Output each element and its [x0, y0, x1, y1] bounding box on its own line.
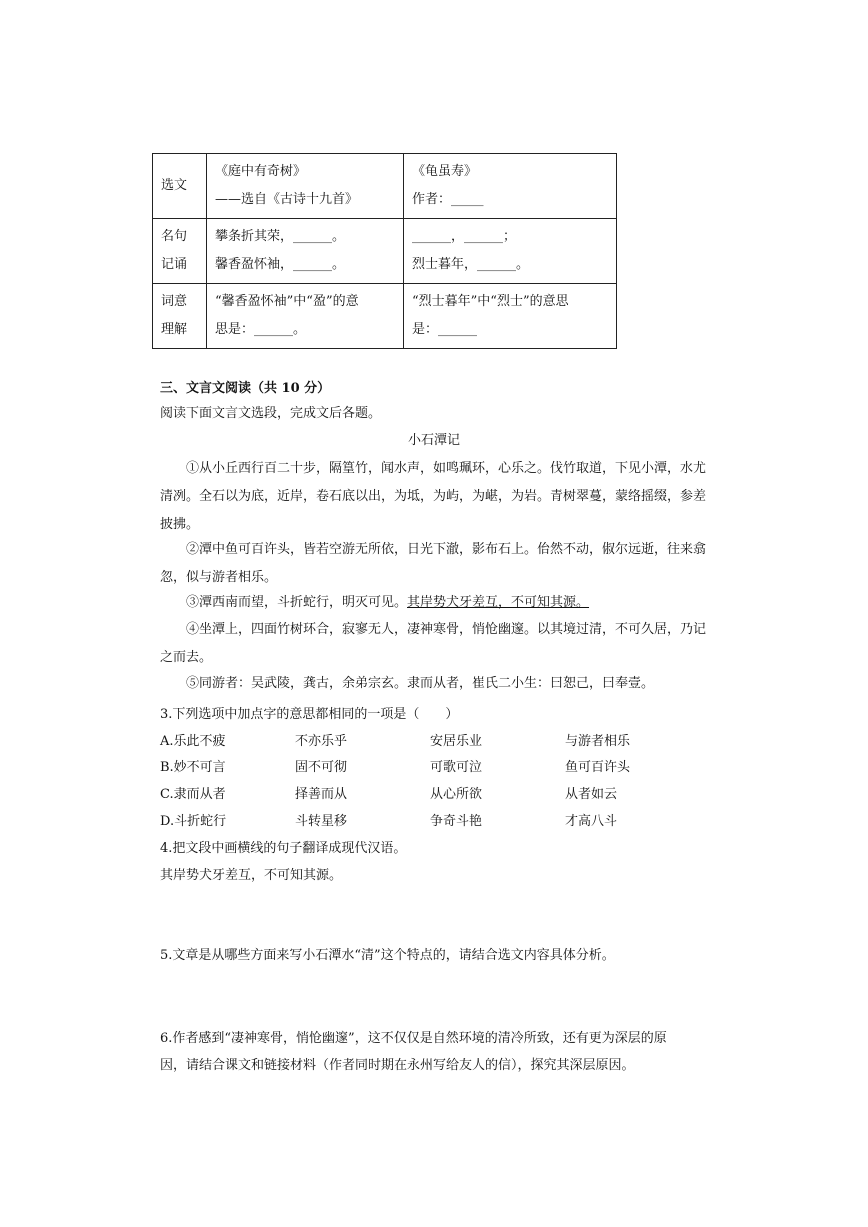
cell-text: 思是：______。 [215, 322, 307, 337]
table-row [153, 284, 617, 349]
cell-text: 是：______ [412, 322, 478, 337]
option-row-c[interactable]: C.隶而从者 择善而从 从心所欲 从者如云 [160, 787, 618, 802]
cell-text: 《庭中有奇树》 [215, 164, 307, 179]
question-5: 5.文章是从哪些方面来写小石潭水“清”这个特点的，请结合选文内容具体分析。 [160, 948, 615, 963]
table-cell [207, 219, 404, 284]
comparison-table [152, 153, 617, 349]
cell-text: 作者：_____ [412, 192, 484, 207]
underlined-sentence: 其岸势犬牙差互，不可知其源。 [407, 595, 590, 610]
table-cell [207, 284, 404, 349]
table-cell [207, 154, 404, 219]
instructions: 阅读下面文言文选段，完成文后各题。 [160, 406, 382, 421]
paragraph-3: ③潭西南而望，斗折蛇行，明灭可见。其岸势犬牙差互，不可知其源。 [186, 595, 590, 610]
table-cell [404, 219, 617, 284]
cell-text: 馨香盈怀袖，______。 [215, 257, 346, 272]
table-row [153, 219, 617, 284]
paragraph-4: ④坐潭上，四面竹树环合，寂寥无人，凄神寒骨，悄怆幽邃。以其境过清，不可久居，乃记之而去。 [160, 622, 707, 665]
section-heading: 三、文言文阅读（共 10 分） [160, 381, 331, 396]
cell-text: 烈士暮年，______。 [412, 257, 530, 272]
option-row-d[interactable]: D.斗折蛇行 斗转星移 争奇斗艳 才高八斗 [160, 814, 618, 829]
question-4: 4.把文段中画横线的句子翻译成现代汉语。 [160, 841, 407, 856]
option-row-a[interactable]: A.乐此不疲 不亦乐乎 安居乐业 与游者相乐 [160, 734, 631, 749]
cell-text: ——选自《古诗十九首》 [215, 192, 359, 207]
question-4-sentence: 其岸势犬牙差互，不可知其源。 [160, 868, 343, 883]
question-3: 3.下列选项中加点字的意思都相同的一项是（ ） [160, 707, 459, 722]
option-row-b[interactable]: B.妙不可言 固不可彻 可歌可泣 鱼可百许头 [160, 760, 631, 775]
row-header: 词意 理解 [153, 284, 207, 349]
cell-text: “馨香盈怀袖”中“盈”的意 [215, 294, 359, 309]
paragraph-5: ⑤同游者：吴武陵，龚古，余弟宗玄。隶而从者，崔氏二小生：曰恕己，曰奉壹。 [186, 676, 655, 691]
cell-text: 《龟虽寿》 [412, 164, 478, 179]
cell-text: ______，______； [412, 229, 517, 244]
paragraph-2: ②潭中鱼可百许头，皆若空游无所依，日光下澈，影布石上。佁然不动，俶尔远逝，往来翕忽，似与游者相乐。 [160, 542, 707, 585]
question-6-line-2: 因，请结合课文和链接材料（作者同时期在永州写给友人的信），探究其深层原因。 [160, 1058, 635, 1073]
table-cell [404, 284, 617, 349]
cell-text: “烈士暮年”中“烈士”的意思 [412, 294, 569, 309]
question-6-line-1: 6.作者感到“凄神寒骨，悄怆幽邃”，这不仅仅是自然环境的清冷所致，还有更为深层的原 [160, 1031, 667, 1046]
table-row [153, 154, 617, 219]
row-header: 名句 记诵 [153, 219, 207, 284]
paragraph-1: ①从小丘西行百二十步，隔篁竹，闻水声，如鸣珮环，心乐之。伐竹取道，下见小潭，水尤清冽。全石以为底，近岸，卷石底以出，为坻，为屿，为嵁，为岩。青树翠蔓，蒙络摇缀，参差披拂。 [160, 461, 707, 532]
row-header: 选文 [153, 154, 207, 219]
cell-text: 攀条折其荣，______。 [215, 229, 346, 244]
passage-title: 小石潭记 [407, 433, 460, 448]
table-cell [404, 154, 617, 219]
